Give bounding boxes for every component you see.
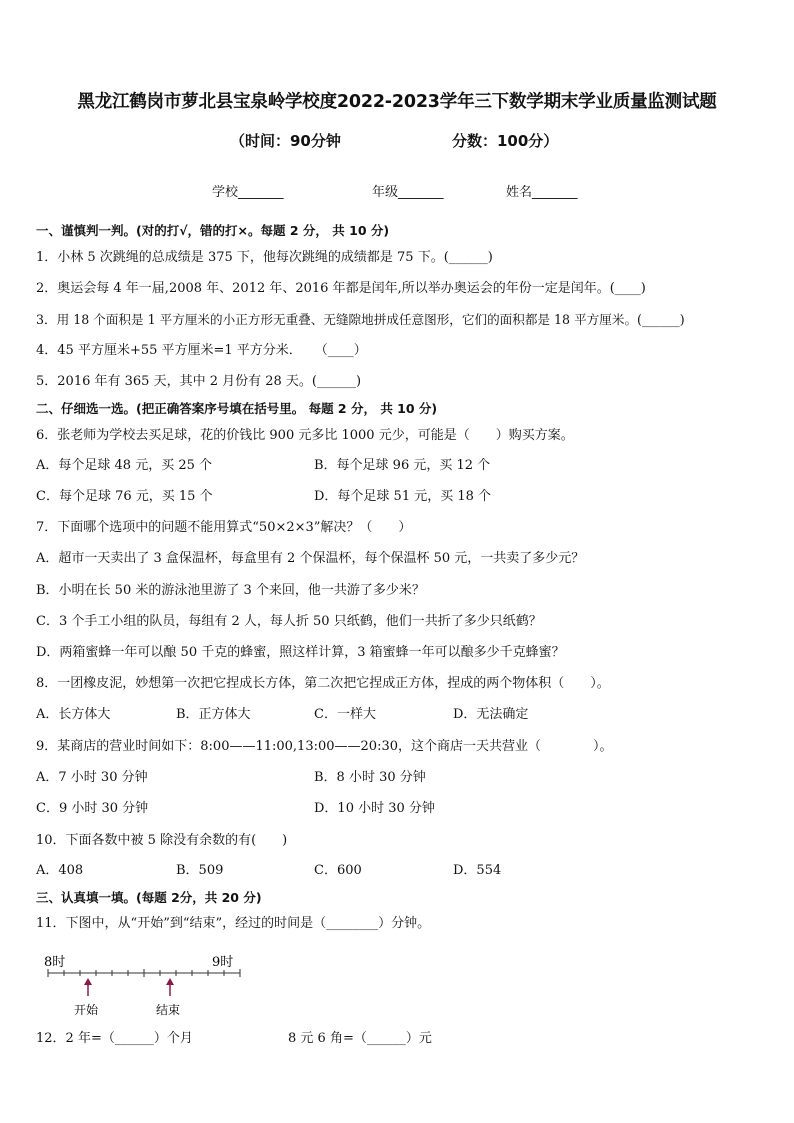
exam-score: 分数：100分） [452, 132, 559, 150]
question-6-option-a: A．每个足球 48 元，买 25 个 [36, 458, 213, 473]
question-9-option-d: D．10 小时 30 分钟 [314, 801, 435, 816]
section-3-heading: 三、认真填一填。(每题 2分，共 20 分) [36, 890, 262, 905]
question-4: 4．45 平方厘米+55 平方厘米=1 平方分米． （____） [36, 343, 367, 358]
question-6-option-c: C．每个足球 76 元，买 15 个 [36, 489, 213, 504]
question-10-option-d: D．554 [453, 863, 502, 878]
question-10: 10．下面各数中被 5 除没有余数的有( ) [36, 833, 288, 848]
question-8-option-d: D．无法确定 [453, 707, 529, 722]
question-10-option-a: A．408 [36, 863, 84, 878]
section-2-heading: 二、仔细选一选。(把正确答案序号填在括号里。 每题 2 分， 共 10 分) [36, 401, 438, 416]
timeline-finish-label: 结束 [156, 1003, 181, 1017]
question-8-option-b: B．正方体大 [176, 707, 251, 722]
timeline-end-label: 9时 [212, 955, 234, 970]
name-field: 姓名_______ [506, 185, 578, 200]
timeline-start-label: 8时 [44, 955, 66, 970]
timeline-begin-label: 开始 [74, 1003, 99, 1017]
section-1-heading: 一、谨慎判一判。(对的打√，错的打×。每题 2 分， 共 10 分) [36, 223, 390, 238]
question-7-option-c: C．3 个手工小组的队员，每组有 2 人，每人折 50 只纸鹤，他们一共折了多少只纸鹤？ [36, 614, 542, 629]
end-arrow-icon [166, 978, 174, 996]
question-8-option-a: A．长方体大 [36, 707, 111, 722]
question-8: 8．一团橡皮泥，妙想第一次把它捏成长方体，第二次把它捏成正方体，捏成的两个物体积（ ）。 [36, 676, 610, 691]
question-10-option-b: B．509 [176, 863, 224, 878]
question-6: 6．张老师为学校去买足球，花的价钱比 900 元多比 1000 元少，可能是（ ）购买方案。 [36, 428, 574, 443]
page-title: 黑龙江鹤岗市萝北县宝泉岭学校度2022-2023学年三下数学期末学业质量监测试题 [77, 92, 717, 112]
question-6-option-b: B．每个足球 96 元，买 12 个 [314, 458, 491, 473]
question-1: 1．小林 5 次跳绳的总成绩是 375 下，他每次跳绳的成绩都是 75 下。(______) [36, 250, 493, 265]
question-12-part-1: 12．2 年=（______）个月 [36, 1031, 193, 1046]
question-12-part-2: 8 元 6 角=（______）元 [288, 1031, 432, 1046]
question-8-option-c: C．一样大 [314, 707, 376, 722]
question-9-option-b: B．8 小时 30 分钟 [314, 770, 426, 785]
question-7-option-b: B．小明在长 50 米的游泳池里游了 3 个来回，他一共游了多少米？ [36, 583, 425, 598]
question-7-option-d: D．两箱蜜蜂一年可以酿 50 千克的蜂蜜，照这样计算，3 箱蜜蜂一年可以酿多少千克蜂蜜？ [36, 645, 565, 660]
timeline-diagram [40, 950, 250, 1020]
question-3: 3．用 18 个面积是 1 平方厘米的小正方形无重叠、无缝隙地拼成任意图形，它们的面积都是 18 平方厘米。(______) [36, 312, 685, 327]
grade-field: 年级_______ [372, 185, 444, 200]
question-2: 2．奥运会每 4 年一届,2008 年、2012 年、2016 年都是闰年,所以举办奥运会的年份一定是闰年。(____) [36, 281, 646, 296]
question-7-option-a: A．超市一天卖出了 3 盒保温杯，每盒里有 2 个保温杯，每个保温杯 50 元，一共卖了多少元？ [36, 551, 585, 566]
exam-time: （时间：90分钟 [230, 132, 341, 150]
question-10-option-c: C．600 [314, 863, 362, 878]
question-11: 11．下图中，从“开始”到“结束”，经过的时间是（________）分钟。 [36, 916, 431, 931]
school-field: 学校_______ [212, 185, 284, 200]
question-9-option-c: C．9 小时 30 分钟 [36, 801, 149, 816]
question-5: 5．2016 年有 365 天，其中 2 月份有 28 天。(______) [36, 374, 362, 389]
start-arrow-icon [84, 978, 92, 996]
question-7: 7．下面哪个选项中的问题不能用算式“50×2×3”解决？（ ） [36, 520, 412, 535]
question-9-option-a: A．7 小时 30 分钟 [36, 770, 148, 785]
question-9: 9．某商店的营业时间如下：8:00——11:00,13:00——20:30，这个商店一天共营业（ ）。 [36, 739, 613, 754]
question-6-option-d: D．每个足球 51 元，买 18 个 [314, 489, 492, 504]
